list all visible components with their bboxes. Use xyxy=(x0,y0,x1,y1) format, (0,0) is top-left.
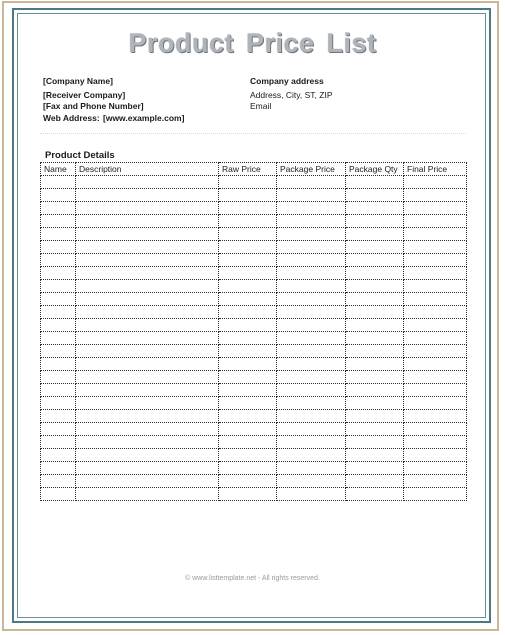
table-cell[interactable] xyxy=(41,215,76,228)
table-cell[interactable] xyxy=(41,228,76,241)
table-cell[interactable] xyxy=(219,475,277,488)
table-cell[interactable] xyxy=(41,436,76,449)
table-cell[interactable] xyxy=(277,293,346,306)
table-cell[interactable] xyxy=(277,202,346,215)
table-cell[interactable] xyxy=(219,228,277,241)
table-cell[interactable] xyxy=(76,228,219,241)
table-cell[interactable] xyxy=(277,410,346,423)
table-cell[interactable] xyxy=(41,254,76,267)
table-cell[interactable] xyxy=(76,319,219,332)
column-header-description: Description xyxy=(76,163,219,176)
table-cell[interactable] xyxy=(404,241,467,254)
table-cell[interactable] xyxy=(219,332,277,345)
product-table xyxy=(40,162,467,501)
table-cell[interactable] xyxy=(41,293,76,306)
table-cell[interactable] xyxy=(76,189,219,202)
table-row xyxy=(41,488,467,501)
table-cell[interactable] xyxy=(76,176,219,189)
table-cell[interactable] xyxy=(76,241,219,254)
email-label: Email xyxy=(250,101,272,111)
table-row xyxy=(41,423,467,436)
section-title: Product Details xyxy=(45,150,115,161)
table-cell[interactable] xyxy=(41,475,76,488)
table-cell[interactable] xyxy=(277,189,346,202)
web-address-label: Web Address: xyxy=(43,113,100,123)
table-cell[interactable] xyxy=(277,345,346,358)
table-cell[interactable] xyxy=(219,397,277,410)
table-cell[interactable] xyxy=(76,267,219,280)
table-row xyxy=(41,332,467,345)
receiver-company: [Receiver Company] xyxy=(43,90,126,100)
table-cell[interactable] xyxy=(41,280,76,293)
table-cell[interactable] xyxy=(404,371,467,384)
table-row xyxy=(41,189,467,202)
table-cell[interactable] xyxy=(277,371,346,384)
table-cell[interactable] xyxy=(76,306,219,319)
fax-phone: [Fax and Phone Number] xyxy=(43,101,144,111)
table-cell[interactable] xyxy=(346,228,404,241)
table-cell[interactable] xyxy=(219,436,277,449)
page-title: Product Price List xyxy=(128,28,377,58)
table-cell[interactable] xyxy=(277,241,346,254)
table-cell[interactable] xyxy=(41,241,76,254)
table-cell[interactable] xyxy=(76,371,219,384)
table-cell[interactable] xyxy=(346,371,404,384)
table-row xyxy=(41,306,467,319)
table-cell[interactable] xyxy=(219,371,277,384)
table-cell[interactable] xyxy=(404,189,467,202)
table-cell[interactable] xyxy=(277,254,346,267)
web-address-value: [www.example.com] xyxy=(103,113,185,123)
table-cell[interactable] xyxy=(404,436,467,449)
table-cell[interactable] xyxy=(76,384,219,397)
table-cell[interactable] xyxy=(404,449,467,462)
table-cell[interactable] xyxy=(404,215,467,228)
table-cell[interactable] xyxy=(346,306,404,319)
table-cell[interactable] xyxy=(346,475,404,488)
table-cell[interactable] xyxy=(219,241,277,254)
table-cell[interactable] xyxy=(219,345,277,358)
table-cell[interactable] xyxy=(346,202,404,215)
table-cell[interactable] xyxy=(404,488,467,501)
table-cell[interactable] xyxy=(76,423,219,436)
table-cell[interactable] xyxy=(219,267,277,280)
column-header-raw-price: Raw Price xyxy=(219,163,277,176)
product-table-wrapper xyxy=(40,162,466,501)
table-cell[interactable] xyxy=(404,176,467,189)
column-header-name: Name xyxy=(41,163,76,176)
table-cell[interactable] xyxy=(219,254,277,267)
table-cell[interactable] xyxy=(41,488,76,501)
table-cell[interactable] xyxy=(219,215,277,228)
table-cell[interactable] xyxy=(346,449,404,462)
table-cell[interactable] xyxy=(76,332,219,345)
table-cell[interactable] xyxy=(404,423,467,436)
table-cell[interactable] xyxy=(76,345,219,358)
table-cell[interactable] xyxy=(41,267,76,280)
footer-copyright: © www.listtemplate.net - All rights reserved. xyxy=(185,575,320,582)
table-cell[interactable] xyxy=(219,176,277,189)
table-cell[interactable] xyxy=(346,488,404,501)
table-cell[interactable] xyxy=(404,332,467,345)
table-cell[interactable] xyxy=(277,384,346,397)
table-cell[interactable] xyxy=(404,228,467,241)
table-cell[interactable] xyxy=(346,345,404,358)
table-cell[interactable] xyxy=(346,267,404,280)
table-cell[interactable] xyxy=(404,384,467,397)
table-cell[interactable] xyxy=(346,293,404,306)
table-cell[interactable] xyxy=(219,293,277,306)
table-cell[interactable] xyxy=(76,410,219,423)
table-cell[interactable] xyxy=(219,306,277,319)
table-cell[interactable] xyxy=(404,202,467,215)
table-cell[interactable] xyxy=(76,475,219,488)
table-row xyxy=(41,436,467,449)
table-cell[interactable] xyxy=(404,358,467,371)
table-cell[interactable] xyxy=(76,215,219,228)
table-cell[interactable] xyxy=(41,306,76,319)
table-cell[interactable] xyxy=(346,332,404,345)
table-cell[interactable] xyxy=(76,202,219,215)
table-cell[interactable] xyxy=(219,280,277,293)
column-header-package-qty: Package Qty xyxy=(346,163,404,176)
company-name: [Company Name] xyxy=(43,76,113,86)
table-cell[interactable] xyxy=(277,332,346,345)
table-cell[interactable] xyxy=(346,436,404,449)
table-cell[interactable] xyxy=(219,319,277,332)
table-row xyxy=(41,397,467,410)
table-cell[interactable] xyxy=(76,293,219,306)
table-cell[interactable] xyxy=(219,410,277,423)
table-cell[interactable] xyxy=(41,358,76,371)
table-cell[interactable] xyxy=(346,241,404,254)
table-cell[interactable] xyxy=(277,267,346,280)
table-row xyxy=(41,254,467,267)
table-cell[interactable] xyxy=(277,423,346,436)
table-row xyxy=(41,475,467,488)
table-cell[interactable] xyxy=(76,488,219,501)
table-cell[interactable] xyxy=(41,332,76,345)
column-header-final-price: Final Price xyxy=(404,163,467,176)
table-cell[interactable] xyxy=(41,384,76,397)
address-line: Address, City, ST, ZIP xyxy=(250,90,333,100)
table-cell[interactable] xyxy=(404,267,467,280)
table-cell[interactable] xyxy=(277,475,346,488)
table-cell[interactable] xyxy=(277,228,346,241)
table-cell[interactable] xyxy=(346,189,404,202)
table-cell[interactable] xyxy=(41,371,76,384)
table-cell[interactable] xyxy=(404,462,467,475)
table-cell[interactable] xyxy=(219,202,277,215)
table-cell[interactable] xyxy=(346,358,404,371)
column-header-package-price: Package Price xyxy=(277,163,346,176)
table-cell[interactable] xyxy=(404,280,467,293)
table-cell[interactable] xyxy=(41,189,76,202)
table-cell[interactable] xyxy=(277,462,346,475)
table-cell[interactable] xyxy=(346,254,404,267)
table-header-row xyxy=(41,163,467,176)
table-cell[interactable] xyxy=(219,423,277,436)
table-cell[interactable] xyxy=(219,462,277,475)
table-cell[interactable] xyxy=(277,215,346,228)
table-cell[interactable] xyxy=(404,475,467,488)
table-cell[interactable] xyxy=(404,410,467,423)
table-cell[interactable] xyxy=(346,423,404,436)
table-cell[interactable] xyxy=(76,358,219,371)
table-cell[interactable] xyxy=(219,189,277,202)
table-row xyxy=(41,280,467,293)
table-cell[interactable] xyxy=(277,397,346,410)
table-cell[interactable] xyxy=(219,449,277,462)
table-cell[interactable] xyxy=(346,410,404,423)
table-cell[interactable] xyxy=(76,462,219,475)
table-cell[interactable] xyxy=(76,449,219,462)
table-cell[interactable] xyxy=(41,462,76,475)
table-cell[interactable] xyxy=(404,306,467,319)
table-cell[interactable] xyxy=(76,254,219,267)
table-cell[interactable] xyxy=(404,397,467,410)
table-cell[interactable] xyxy=(346,384,404,397)
table-cell[interactable] xyxy=(346,280,404,293)
table-row xyxy=(41,371,467,384)
table-cell[interactable] xyxy=(277,319,346,332)
table-cell[interactable] xyxy=(404,254,467,267)
table-row xyxy=(41,319,467,332)
table-cell[interactable] xyxy=(41,345,76,358)
table-cell[interactable] xyxy=(76,397,219,410)
table-row xyxy=(41,358,467,371)
table-row xyxy=(41,202,467,215)
table-cell[interactable] xyxy=(277,176,346,189)
table-cell[interactable] xyxy=(277,306,346,319)
table-cell[interactable] xyxy=(404,345,467,358)
table-cell[interactable] xyxy=(41,397,76,410)
table-row xyxy=(41,449,467,462)
table-cell[interactable] xyxy=(404,319,467,332)
table-row xyxy=(41,215,467,228)
table-row xyxy=(41,293,467,306)
table-row xyxy=(41,410,467,423)
table-cell[interactable] xyxy=(219,488,277,501)
table-cell[interactable] xyxy=(277,436,346,449)
table-cell[interactable] xyxy=(41,423,76,436)
table-body xyxy=(41,176,467,501)
table-cell[interactable] xyxy=(277,358,346,371)
table-cell[interactable] xyxy=(41,202,76,215)
table-row xyxy=(41,176,467,189)
table-cell[interactable] xyxy=(41,449,76,462)
table-row xyxy=(41,228,467,241)
table-row xyxy=(41,267,467,280)
table-row xyxy=(41,345,467,358)
company-address-label: Company address xyxy=(250,76,324,86)
table-cell[interactable] xyxy=(346,462,404,475)
table-cell[interactable] xyxy=(219,358,277,371)
table-cell[interactable] xyxy=(346,215,404,228)
table-cell[interactable] xyxy=(219,384,277,397)
table-cell[interactable] xyxy=(76,436,219,449)
table-cell[interactable] xyxy=(277,280,346,293)
divider-line xyxy=(40,133,466,134)
table-cell[interactable] xyxy=(41,410,76,423)
table-cell[interactable] xyxy=(41,319,76,332)
table-cell[interactable] xyxy=(277,449,346,462)
table-cell[interactable] xyxy=(41,176,76,189)
table-cell[interactable] xyxy=(76,280,219,293)
table-cell[interactable] xyxy=(277,488,346,501)
table-cell[interactable] xyxy=(404,293,467,306)
table-cell[interactable] xyxy=(346,176,404,189)
table-row xyxy=(41,384,467,397)
table-row xyxy=(41,462,467,475)
table-row xyxy=(41,241,467,254)
table-cell[interactable] xyxy=(346,397,404,410)
table-cell[interactable] xyxy=(346,319,404,332)
